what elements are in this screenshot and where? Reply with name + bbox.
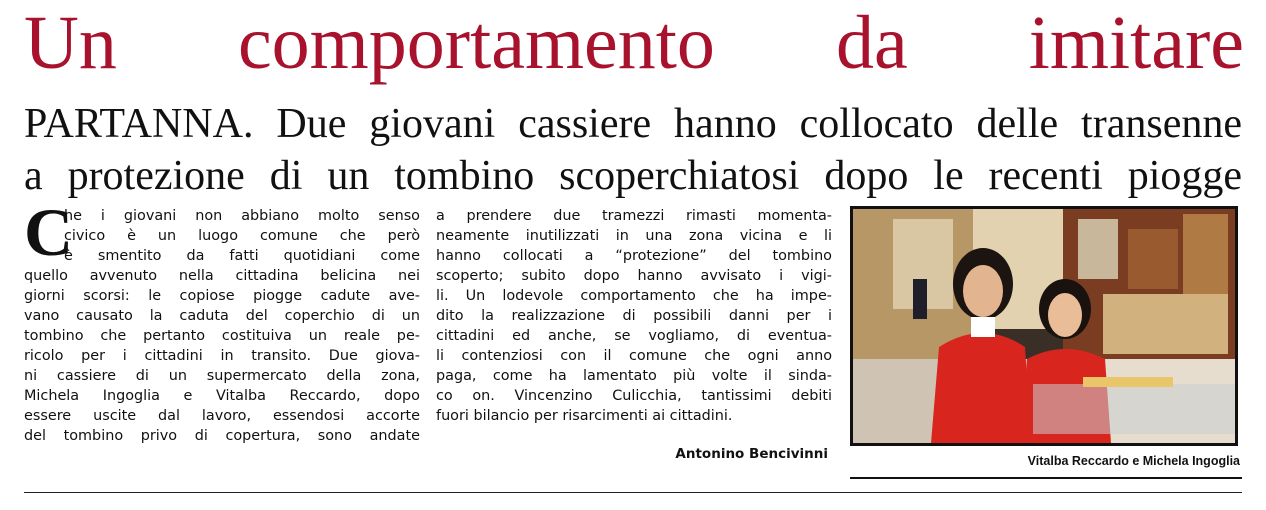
photo-illustration [853,209,1235,443]
article-line: co on. Vincenzino Culicchia, tantissimi debiti [436,388,832,404]
subheadline-line-2: a protezione di un tombino scoperchiatosi dopo le recenti piogge [24,153,1242,199]
article-line: cittadini ed anche, se vogliamo, di eventua- [436,328,832,344]
article-line: tombino che pertanto costituiva un reale pe- [24,328,420,344]
page-divider [24,492,1242,493]
article-line: neamente inutilizzati in una zona vicina e li [436,228,832,244]
photo-caption: Vitalba Reccardo e Michela Ingoglia [1027,454,1240,468]
article-line: vano causato la caduta del coperchio di un [24,308,420,324]
headline: Un comportamento da imitare [24,1,1244,85]
article-line: he i giovani non abbiano molto senso [64,208,420,224]
article-column-1 [24,194,420,446]
article-line: del tombino privo di copertura, sono andate [24,428,420,444]
article-line: fuori bilancio per risarcimenti ai cittadini. [436,408,733,424]
article-line: paga, come ha lamentato più volte il sinda- [436,368,832,384]
article-line: è smentito da fatti quotidiani come [64,248,420,264]
article-line: ni cassiere di un supermercato della zona, [24,368,420,384]
article-line: quello avvenuto nella cittadina belicina nei [24,268,420,284]
article-line: scoperto; subito dopo hanno avvisato i vigi- [436,268,832,284]
article-line: a prendere due tramezzi rimasti momenta- [436,208,832,224]
drop-cap: C [24,194,74,270]
article-line: li. Un lodevole comportamento che ha impe- [436,288,832,304]
article-line: hanno collocati a “protezione” del tombino [436,248,832,264]
article-line: li contenziosi con il comune che ogni anno [436,348,832,364]
caption-divider [850,477,1242,479]
article-line: ricolo per i cittadini in transito. Due giova- [24,348,420,364]
byline: Antonino Bencivinni [675,446,828,462]
article-line: essere uscite dal lavoro, essendosi accorte [24,408,420,424]
article-line: dito la realizzazione di possibili danni per i [436,308,832,324]
photo [850,206,1238,446]
article-line: civico è un luogo comune che però [64,228,420,244]
article-column-2 [436,206,832,426]
article-line: giorni scorsi: le copiose piogge cadute ave- [24,288,420,304]
article-line: Michela Ingoglia e Vitalba Reccardo, dopo [24,388,420,404]
subheadline-line-1: PARTANNA. Due giovani cassiere hanno collocato delle transenne [24,101,1242,147]
subheadline [24,98,1242,202]
